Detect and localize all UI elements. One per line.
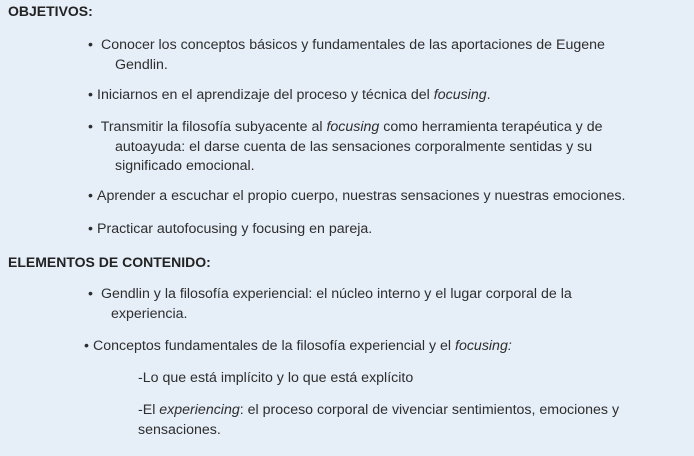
objective-item-2: • Iniciarnos en el aprendizaje del proceso y técnica del focusing. xyxy=(88,86,650,106)
bullet-icon: • xyxy=(88,188,93,204)
section-heading-objetivos: OBJETIVOS: xyxy=(8,3,93,19)
content-item-1: • Gendlin y la filosofía experiencial: el núcleo interno y el lugar corporal de la experiencia. xyxy=(88,286,572,322)
bullet-icon: • xyxy=(84,338,89,354)
content-item-2: • Conceptos fundamentales de la filosofía experiencial y el focusing: xyxy=(84,337,646,357)
objective-item-3: • Transmitir la filosofía subyacente al focusing como herramienta terapéutica y de autoayuda: el darse cuenta de las sensaciones corporalmente sentidas y su significado emocional. xyxy=(88,119,603,174)
content-subitem-1: -Lo que está implícito y lo que está explícito xyxy=(138,370,414,386)
bullet-icon: • xyxy=(88,119,93,135)
bullet-icon: • xyxy=(88,37,93,53)
bullet-icon: • xyxy=(88,221,93,237)
objective-item-5: • Practicar autofocusing y focusing en pareja. xyxy=(88,220,650,240)
objective-item-1: • Conocer los conceptos básicos y fundamentales de las aportaciones de Eugene Gendlin. xyxy=(88,37,605,73)
bullet-icon: • xyxy=(88,286,93,302)
section-heading-elementos: ELEMENTOS DE CONTENIDO: xyxy=(8,254,211,270)
objective-item-4: • Aprender a escuchar el propio cuerpo, nuestras sensaciones y nuestras emociones. xyxy=(88,187,650,207)
content-subitem-2: -El experiencing: el proceso corporal de vivenciar sentimientos, emociones y sensaciones. xyxy=(138,402,620,438)
bullet-icon: • xyxy=(88,87,93,103)
